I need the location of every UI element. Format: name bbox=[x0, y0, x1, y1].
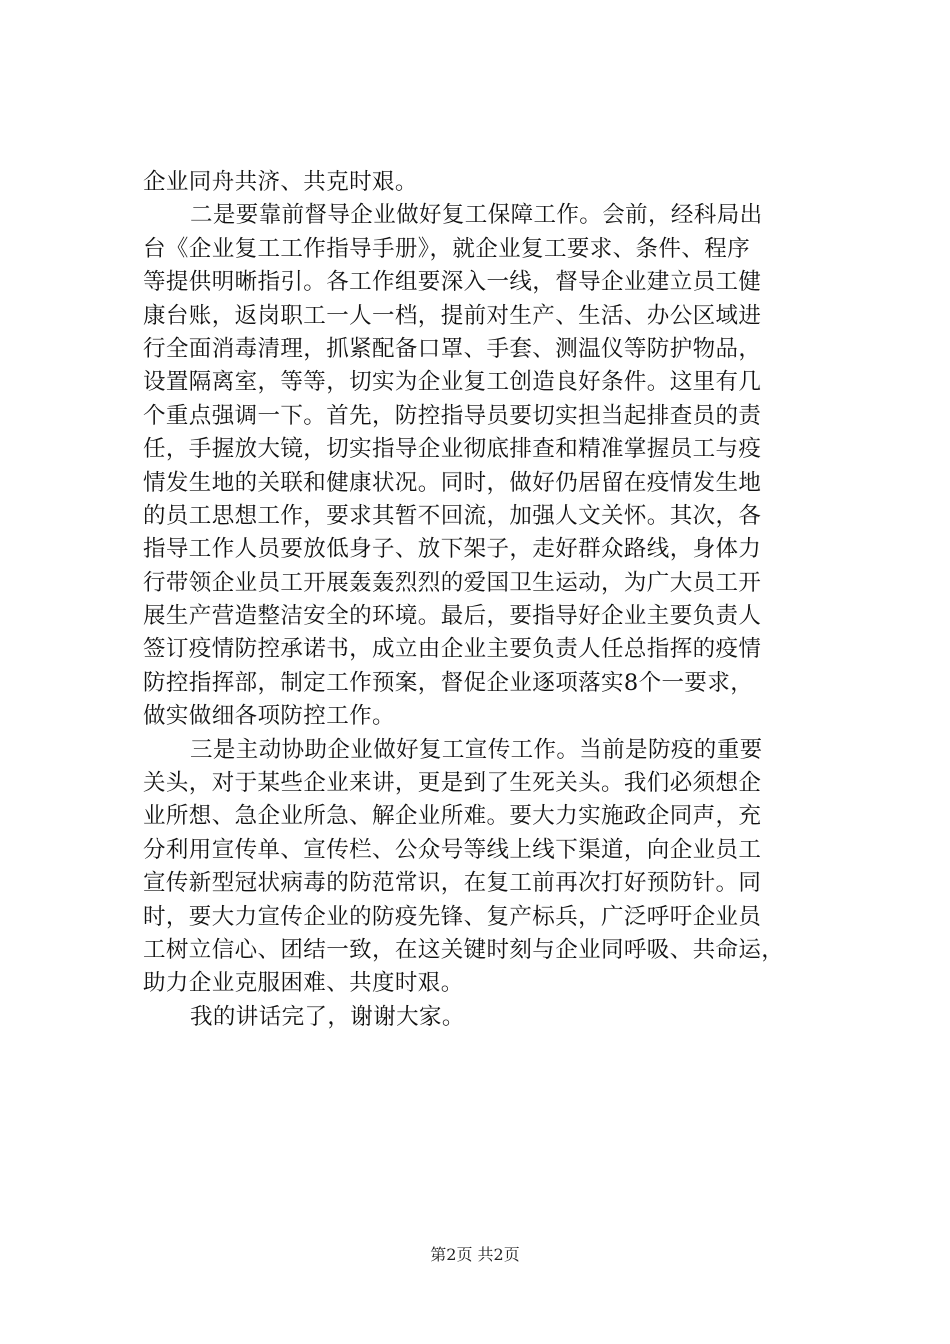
text-line: 企业同舟共济、共克时艰。 bbox=[143, 169, 418, 195]
text-line: 等提供明晰指引。各工作组要深入一线，督导企业建立员工健 bbox=[143, 269, 762, 296]
text-line: 关头，对于某些企业来讲，更是到了生死关头。我们必须想企 bbox=[143, 770, 762, 797]
text-line: 做实做细各项防控工作。 bbox=[143, 703, 395, 730]
text-line: 台《企业复工工作指导手册》，就企业复工要求、条件、程序 bbox=[143, 235, 751, 262]
text-line: 情发生地的关联和健康状况。同时，做好仍居留在疫情发生地 bbox=[143, 469, 762, 496]
text-line: 任，手握放大镜，切实指导企业彻底排查和精准掌握员工与疫 bbox=[143, 436, 762, 463]
text-line: 宣传新型冠状病毒的防范常识，在复工前再次打好预防针。同 bbox=[143, 870, 762, 897]
page-footer: 第2页 共2页 bbox=[430, 1245, 520, 1264]
text-line: 三是主动协助企业做好复工宣传工作。当前是防疫的重要 bbox=[190, 736, 763, 763]
text-line: 防控指挥部，制定工作预案，督促企业逐项落实8个一要求， bbox=[143, 669, 754, 696]
text-line: 设置隔离室，等等，切实为企业复工创造良好条件。这里有几 bbox=[143, 369, 762, 396]
text-line: 指导工作人员要放低身子、放下架子，走好群众路线，身体力 bbox=[143, 536, 762, 563]
text-line: 时，要大力宣传企业的防疫先锋、复产标兵，广泛呼吁企业员 bbox=[143, 903, 762, 930]
text-line: 的员工思想工作，要求其暂不回流，加强人文关怀。其次，各 bbox=[143, 502, 762, 529]
text-line: 行全面消毒清理，抓紧配备口罩、手套、测温仪等防护物品， bbox=[143, 335, 762, 362]
text-line: 我的讲话完了，谢谢大家。 bbox=[190, 1003, 465, 1030]
text-line: 二是要靠前督导企业做好复工保障工作。会前，经科局出 bbox=[190, 202, 763, 229]
text-line: 分利用宣传单、宣传栏、公众号等线上线下渠道，向企业员工 bbox=[143, 836, 762, 863]
text-line: 助力企业克服困难、共度时艰。 bbox=[143, 970, 464, 997]
document-body bbox=[143, 166, 843, 1034]
text-line: 工树立信心、团结一致，在这关键时刻与企业同呼吸、共命运， bbox=[143, 936, 785, 963]
text-line: 签订疫情防控承诺书，成立由企业主要负责人任总指挥的疫情 bbox=[143, 636, 762, 663]
text-line: 康台账，返岗职工一人一档，提前对生产、生活、办公区域进 bbox=[143, 302, 762, 329]
text-line: 展生产营造整洁安全的环境。最后，要指导好企业主要负责人 bbox=[143, 603, 762, 630]
text-line: 行带领企业员工开展轰轰烈烈的爱国卫生运动，为广大员工开 bbox=[143, 569, 762, 596]
text-line: 个重点强调一下。首先，防控指导员要切实担当起排查员的责 bbox=[143, 402, 762, 429]
text-line: 业所想、急企业所急、解企业所难。要大力实施政企同声，充 bbox=[143, 803, 762, 830]
